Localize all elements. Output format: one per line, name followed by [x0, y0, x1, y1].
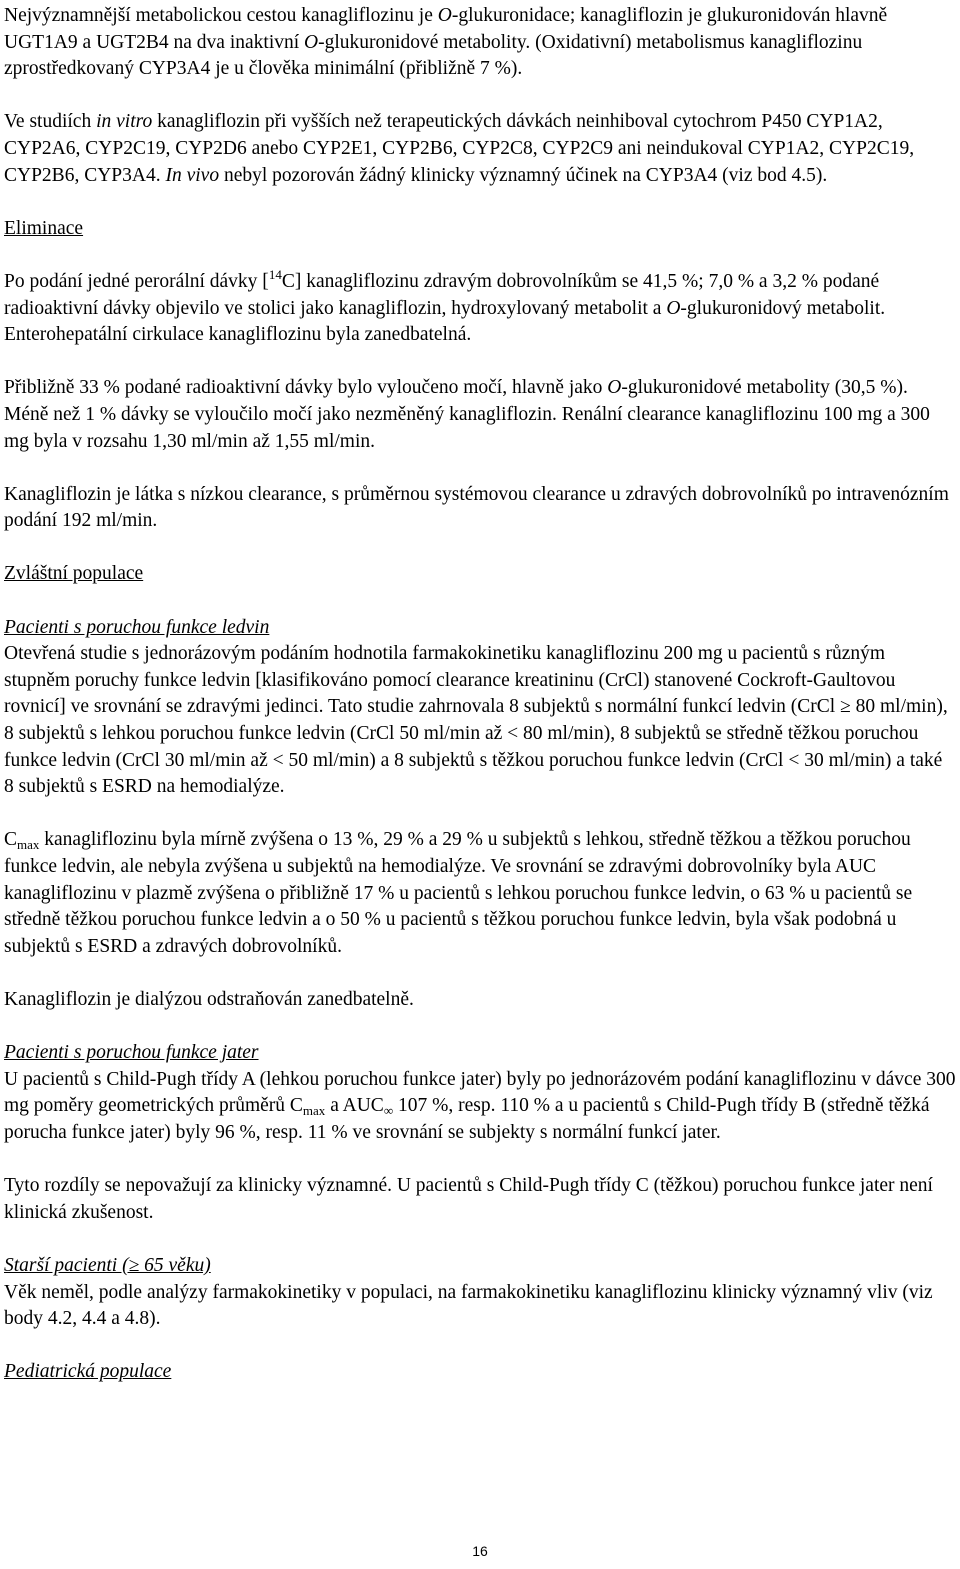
document-page	[4, 3, 956, 1386]
subheading-renal-impairment: Pacienti s poruchou funkce ledvin	[4, 616, 270, 638]
page-number: 16	[472, 1543, 488, 1559]
section-heading-special-populations: Zvláštní populace	[4, 563, 144, 585]
metabolism-paragraph-2: Ve studiích in vitro kanagliflozin při vyšších než terapeutických dávkách neinhiboval cytochrom P450 CYP1A2, CYP2A6, CYP2C19, CYP2D6 anebo CYP2E1, CYP2B6, CYP2C8, CYP2C9 ani neindukoval CYP1A2, CYP2C19, CYP2B6, CYP3A4. In vivo nebyl pozorován žádný klinicky významný účinek na CYP3A4 (viz bod 4.5).	[4, 111, 915, 186]
subheading-hepatic-impairment: Pacienti s poruchou funkce jater	[4, 1042, 259, 1064]
subheading-pediatric: Pediatrická populace	[4, 1361, 172, 1383]
renal-paragraph-3: Kanagliflozin je dialýzou odstraňován zanedbatelně.	[4, 988, 414, 1010]
hepatic-paragraph-2: Tyto rozdíly se nepovažují za klinicky významné. U pacientů s Child-Pugh třídy C (těžkou) poruchou funkce jater není klinická zkušenost.	[4, 1175, 933, 1223]
metabolism-paragraph-1: Nejvýznamnější metabolickou cestou kanagliflozinu je O-glukuronidace; kanagliflozin je glukuronidován hlavně UGT1A9 a UGT2B4 na dva inaktivní O-glukuronidové metabolity. (Oxidativní) metabolismus kanagliflozinu zprostředkovaný CYP3A4 je u člověka minimální (přibližně 7 %).	[4, 5, 888, 80]
elderly-paragraph-1: Věk neměl, podle analýzy farmakokinetiky v populaci, na farmakokinetiku kanagliflozinu klinicky významný vliv (viz body 4.2, 4.4 a 4.8).	[4, 1281, 933, 1330]
subheading-elderly: Starší pacienti (≥ 65 věku)	[4, 1254, 211, 1276]
elimination-paragraph-2: Přibližně 33 % podané radioaktivní dávky bylo vyloučeno močí, hlavně jako O-glukuronidové metabolity (30,5 %). Méně než 1 % dávky se vyloučilo močí jako nezměněný kanagliflozin. Renální clearance kanagliflozinu 100 mg a 300 mg byla v rozsahu 1,30 ml/min až 1,55 ml/min.	[4, 377, 930, 452]
section-heading-elimination: Eliminace	[4, 217, 84, 239]
renal-paragraph-1: Otevřená studie s jednorázovým podáním hodnotila farmakokinetiku kanagliflozinu 200 mg u pacientů s různým stupněm poruchy funkce ledvin [klasifikováno pomocí clearance kreatininu (CrCl) stanovené Cockroft-Gaultovou rovnicí] ve srovnání se zdravými jedinci. Tato studie zahrnovala 8 subjektů s normální funkcí ledvin (CrCl ≥ 80 ml/min), 8 subjektů s lehkou poruchou funkce ledvin (CrCl 50 ml/min až < 80 ml/min), 8 subjektů se středně těžkou poruchou funkce ledvin (CrCl 30 ml/min až < 50 ml/min) a 8 subjektů s těžkou poruchou funkce ledvin (CrCl < 30 ml/min) a také 8 subjektů s ESRD na hemodialýze.	[4, 643, 948, 798]
hepatic-paragraph-1: U pacientů s Child-Pugh třídy A (lehkou poruchou funkce jater) byly po jednorázovém podání kanagliflozinu v dávce 300 mg poměry geometrických průměrů $C_{max}$ a $AUC_\infty$ 107 %, resp. 110 % a u pacientů s Child-Pugh třídy B (středně těžká porucha funkce jater) byly 96 %, resp. 11 % ve srovnání se subjekty s normální funkcí jater.	[4, 1068, 956, 1143]
elimination-paragraph-1: Po podání jedné perorální dávky [$^{14}$C] kanagliflozinu zdravým dobrovolníkům se 41,5 %; 7,0 % a 3,2 % podané radioaktivní dávky objevilo ve stolici jako kanagliflozin, hydroxylovaný metabolit a O-glukuronidový metabolit. Enterohepatální cirkulace kanagliflozinu byla zanedbatelná.	[4, 266, 886, 346]
renal-paragraph-2: $C_{max}$ kanagliflozinu byla mírně zvýšena o 13 %, 29 % a 29 % u subjektů s lehkou, středně těžkou a těžkou poruchou funkce ledvin, ale nebyla zvýšena u subjektů na hemodialýze. Ve srovnání se zdravými dobrovolníky byla AUC kanagliflozinu v plazmě zvýšena o přibližně 17 % u pacientů s lehkou poruchou funkce ledvin, o 63 % u pacientů se středně těžkou poruchou funkce ledvin a o 50 % u pacientů s těžkou poruchou funkce ledvin, byla však podobná u subjektů s ESRD a zdravých dobrovolníků.	[4, 829, 913, 957]
elimination-paragraph-3: Kanagliflozin je látka s nízkou clearance, s průměrnou systémovou clearance u zdravých dobrovolníků po intravenózním podání 192 ml/min.	[4, 483, 949, 532]
